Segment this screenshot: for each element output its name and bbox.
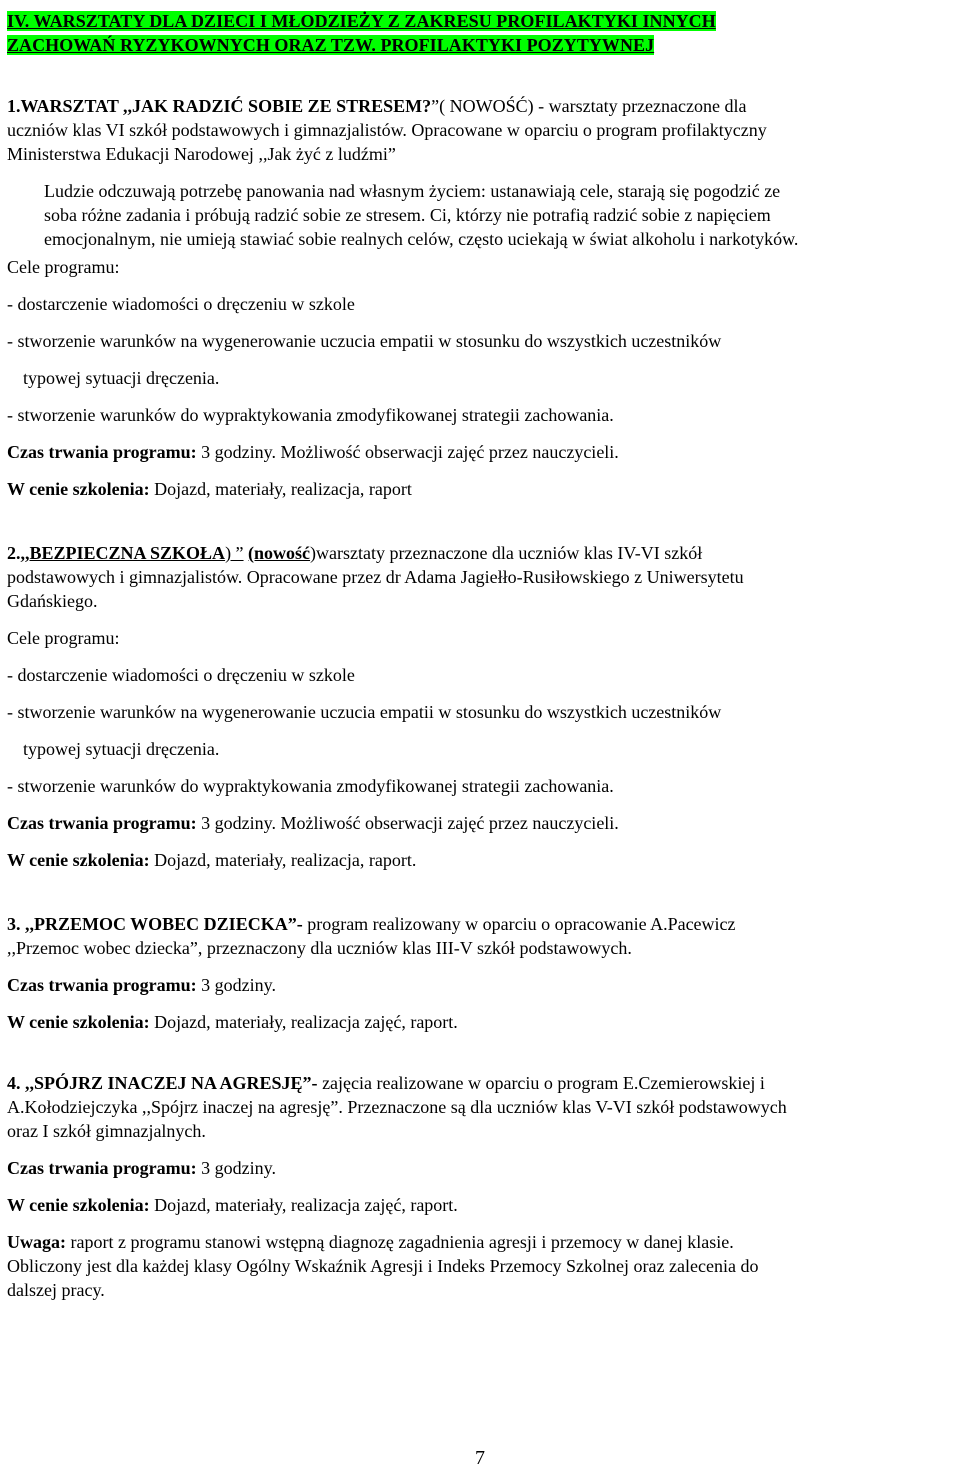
section-title — [7, 1071, 955, 1095]
price-value: Dojazd, materiały, realizacja, raport — [149, 479, 412, 499]
price-value: Dojazd, materiały, realizacja zajęć, raport. — [149, 1195, 458, 1215]
chapter-heading-line-2: ZACHOWAŃ RYZYKOWNYCH ORAZ TZW. PROFILAKTYKI POZYTYWNEJ — [7, 35, 655, 55]
section-description-line: A.Kołodziejczyka ,,Spójrz inaczej na agresję”. Przeznaczone są dla uczniów klas V-VI szkół podstawowych — [7, 1097, 787, 1117]
price-label: W cenie szkolenia: — [7, 479, 150, 499]
duration-line — [7, 1156, 955, 1180]
goal-item: - dostarczenie wiadomości o dręczeniu w szkole — [7, 294, 355, 314]
section-safe-school — [7, 541, 955, 872]
goals-label: Cele programu: — [7, 257, 120, 277]
section-stress-workshop — [7, 94, 955, 501]
duration-label: Czas trwania programu: — [7, 1158, 197, 1178]
section-description-line: uczniów klas VI szkół podstawowych i gimnazjalistów. Opracowane w oparciu o program profilaktyczny — [7, 120, 767, 140]
price-line — [7, 1193, 955, 1217]
section-title-rest: zajęcia realizowane w oparciu o program E.Czemierowskiej i — [317, 1073, 765, 1093]
new-badge: (nowość — [248, 543, 311, 563]
price-line — [7, 477, 955, 501]
document-page — [7, 9, 955, 1302]
note-line — [7, 1230, 955, 1254]
goal-item: - stworzenie warunków do wypraktykowania zmodyfikowanej strategii zachowania. — [7, 776, 614, 796]
section-title-rest: ”( NOWOŚĆ) - warsztaty przeznaczone dla — [431, 96, 747, 116]
section-aggression — [7, 1071, 955, 1302]
note-text: raport z programu stanowi wstępną diagnozę zagadnienia agresji i przemocy w danej klasie. — [66, 1232, 734, 1252]
section-name: ,,JAK RADZIĆ SOBIE ZE STRESEM? — [123, 96, 432, 116]
price-line — [7, 848, 955, 872]
price-value: Dojazd, materiały, realizacja zajęć, raport. — [149, 1012, 458, 1032]
section-title-rest: program realizowany w oparciu o opracowanie A.Pacewicz — [302, 914, 736, 934]
note-line: dalszej pracy. — [7, 1280, 105, 1300]
section-description-line: Ministerstwa Edukacji Narodowej ,,Jak żyć z ludźmi” — [7, 144, 396, 164]
goal-item: - stworzenie warunków na wygenerowanie uczucia empatii w stosunku do wszystkich uczestników — [7, 331, 722, 351]
goal-item-continued: typowej sytuacji dręczenia. — [23, 368, 220, 388]
intro-paragraph — [7, 179, 955, 251]
duration-line — [7, 811, 955, 835]
section-title — [7, 912, 955, 936]
section-title — [7, 541, 955, 565]
duration-value: 3 godziny. Możliwość obserwacji zajęć przez nauczycieli. — [196, 442, 619, 462]
section-description-line: ,,Przemoc wobec dziecka”, przeznaczony dla uczniów klas III-V szkół podstawowych. — [7, 938, 632, 958]
section-child-abuse — [7, 912, 955, 1034]
price-label: W cenie szkolenia: — [7, 1012, 150, 1032]
section-name: ,,BEZPIECZNA SZKOŁA — [20, 543, 226, 563]
duration-line — [7, 440, 955, 464]
price-line — [7, 1010, 955, 1034]
section-name: 4. ,,SPÓJRZ INACZEJ NA AGRESJĘ”- — [7, 1073, 318, 1093]
section-title-rest: )warsztaty przeznaczone dla uczniów klas IV-VI szkół — [310, 543, 703, 563]
section-description-line: Gdańskiego. — [7, 591, 98, 611]
duration-label: Czas trwania programu: — [7, 975, 197, 995]
duration-label: Czas trwania programu: — [7, 442, 197, 462]
goal-item: - stworzenie warunków na wygenerowanie uczucia empatii w stosunku do wszystkich uczestników — [7, 702, 722, 722]
goal-item-continued: typowej sytuacji dręczenia. — [23, 739, 220, 759]
duration-value: 3 godziny. Możliwość obserwacji zajęć przez nauczycieli. — [196, 813, 619, 833]
price-label: W cenie szkolenia: — [7, 1195, 150, 1215]
intro-line: emocjonalnym, nie umieją stawiać sobie realnych celów, często uciekają w świat alkoholu i narkotyków. — [44, 229, 799, 249]
duration-label: Czas trwania programu: — [7, 813, 197, 833]
note-label: Uwaga: — [7, 1232, 66, 1252]
page-number: 7 — [475, 1447, 485, 1469]
section-title — [7, 94, 955, 118]
section-name: 3. ,,PRZEMOC WOBEC DZIECKA”- — [7, 914, 303, 934]
price-value: Dojazd, materiały, realizacja, raport. — [149, 850, 417, 870]
note-line: Obliczony jest dla każdej klasy Ogólny Wskaźnik Agresji i Indeks Przemocy Szkolnej oraz zalecenia do — [7, 1256, 759, 1276]
section-number: 2. — [7, 543, 21, 563]
section-description-line: oraz I szkół gimnazjalnych. — [7, 1121, 206, 1141]
chapter-heading — [7, 9, 955, 57]
duration-value: 3 godziny. — [196, 975, 276, 995]
chapter-heading-line-1: IV. WARSZTATY DLA DZIECI I MŁODZIEŻY Z ZAKRESU PROFILAKTYKI INNYCH — [7, 11, 716, 31]
duration-line — [7, 973, 955, 997]
section-description-line: podstawowych i gimnazjalistów. Opracowane przez dr Adama Jagiełło-Rusiłowskiego z Uniwersytetu — [7, 567, 744, 587]
price-label: W cenie szkolenia: — [7, 850, 150, 870]
goals-label: Cele programu: — [7, 628, 120, 648]
section-title-paren: ) ” — [225, 543, 244, 563]
goal-item: - dostarczenie wiadomości o dręczeniu w szkole — [7, 665, 355, 685]
intro-line: Ludzie odczuwają potrzebę panowania nad własnym życiem: ustanawiają cele, starają się pogodzić ze — [44, 181, 781, 201]
duration-value: 3 godziny. — [196, 1158, 276, 1178]
intro-line: soba różne zadania i próbują radzić sobie ze stresem. Ci, którzy nie potrafią radzić sobie z napięciem — [44, 205, 771, 225]
goal-item: - stworzenie warunków do wypraktykowania zmodyfikowanej strategii zachowania. — [7, 405, 614, 425]
section-number: 1.WARSZTAT — [7, 96, 124, 116]
